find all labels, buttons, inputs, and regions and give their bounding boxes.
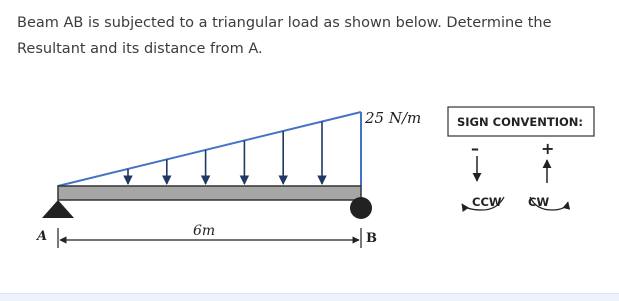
cw-label: CW	[528, 195, 550, 209]
question-line-1: Beam AB is subjected to a triangular load as shown below. Determine the	[17, 15, 552, 31]
ccw-label: CCW	[472, 195, 502, 209]
point-a-label: A	[37, 229, 48, 244]
pin-support-a	[42, 200, 74, 218]
load-slope-line	[58, 112, 361, 186]
roller-support-b	[350, 197, 372, 219]
beam	[58, 186, 361, 200]
point-b-label: B	[366, 231, 377, 246]
sign-convention-title: SIGN CONVENTION:	[457, 115, 583, 129]
load-magnitude-label: 25 N/m	[365, 109, 422, 127]
span-label: 6m	[193, 223, 216, 239]
minus-sign: –	[471, 139, 479, 158]
plus-sign: +	[541, 139, 555, 158]
load-arrows	[128, 122, 322, 184]
question-line-2: Resultant and its distance from A.	[17, 41, 263, 57]
